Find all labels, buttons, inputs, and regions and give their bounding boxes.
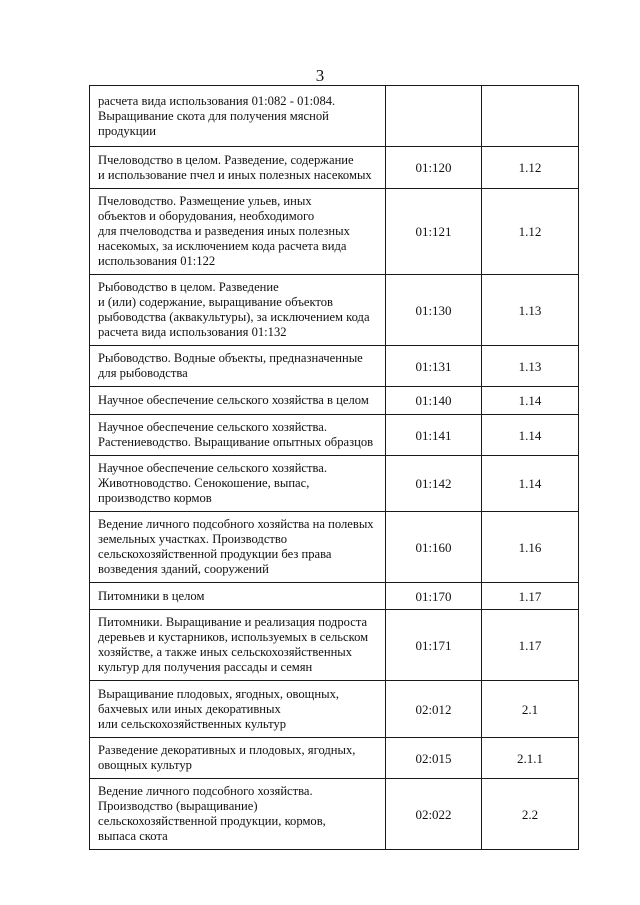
table-row (90, 275, 579, 346)
row-number: 1.17 (482, 583, 579, 610)
description-line: и (или) содержание, выращивание объектов (98, 295, 334, 309)
description-line: выпаса скота (98, 829, 168, 843)
row-code: 01:171 (386, 610, 482, 681)
description-line: расчета вида использования 01:082 - 01:084. (98, 93, 336, 108)
row-code: 01:121 (386, 189, 482, 275)
row-description (90, 147, 386, 189)
row-description (90, 681, 386, 738)
row-code: 02:022 (386, 779, 482, 850)
description-line: Производство (выращивание) (98, 799, 258, 813)
row-description (90, 738, 386, 779)
description-line: насекомых, за исключением кода расчета вида (98, 239, 347, 253)
table-row (90, 779, 579, 850)
table-row (90, 147, 579, 189)
row-description (90, 583, 386, 610)
row-number: 1.12 (482, 189, 579, 275)
row-code: 01:120 (386, 147, 482, 189)
description-line: для рыбоводства (98, 366, 188, 380)
table-body (90, 86, 579, 850)
description-line: Научное обеспечение сельского хозяйства. (98, 420, 328, 434)
page-number: 3 (315, 66, 325, 85)
description-line: овощных культур (98, 758, 192, 772)
row-code: 01:170 (386, 583, 482, 610)
row-description (90, 610, 386, 681)
row-description (90, 346, 386, 387)
row-code (386, 86, 482, 147)
description-line: Питомники в целом (98, 588, 205, 603)
row-code: 01:140 (386, 387, 482, 415)
description-line: продукции (98, 123, 157, 138)
description-line: или сельскохозяйственных культур (98, 716, 287, 731)
row-number: 1.14 (482, 415, 579, 456)
row-number: 2.1 (482, 681, 579, 738)
table-row (90, 512, 579, 583)
table-row (90, 456, 579, 512)
row-number (482, 86, 579, 147)
row-code: 01:142 (386, 456, 482, 512)
description-line: Рыбоводство в целом. Разведение (98, 280, 279, 294)
description-line: возведения зданий, сооружений (98, 562, 269, 576)
description-line: сельскохозяйственной продукции без права (98, 547, 332, 561)
table-row (90, 189, 579, 275)
description-line: Разведение декоративных и плодовых, ягодных, (98, 743, 356, 757)
description-line: деревьев и кустарников, используемых в сельском (98, 630, 369, 644)
description-line: сельскохозяйственной продукции, кормов, (98, 814, 326, 828)
description-line: Научное обеспечение сельского хозяйства в целом (98, 393, 369, 407)
row-description (90, 189, 386, 275)
row-description (90, 86, 386, 147)
description-line: Выращивание плодовых, ягодных, овощных, (98, 686, 340, 701)
description-line: производство кормов (98, 491, 212, 505)
description-line: для пчеловодства и разведения иных полезных (98, 224, 350, 238)
description-line: земельных участках. Производство (98, 532, 288, 546)
row-code: 02:015 (386, 738, 482, 779)
description-line: Выращивание скота для получения мясной (98, 108, 329, 123)
land-use-table (89, 85, 579, 850)
description-line: культур для получения рассады и семян (98, 660, 313, 674)
row-description (90, 456, 386, 512)
table-row (90, 610, 579, 681)
description-line: Ведение личного подсобного хозяйства. (98, 784, 313, 798)
table-row (90, 387, 579, 415)
row-number: 1.17 (482, 610, 579, 681)
table-row (90, 415, 579, 456)
row-description (90, 415, 386, 456)
description-line: Пчеловодство в целом. Разведение, содержание (98, 152, 354, 167)
description-line: Растениеводство. Выращивание опытных образцов (98, 435, 374, 449)
row-number: 1.13 (482, 346, 579, 387)
description-line: хозяйстве, а также иных сельскохозяйственных (98, 645, 353, 659)
row-code: 01:130 (386, 275, 482, 346)
row-description (90, 387, 386, 415)
row-number: 2.2 (482, 779, 579, 850)
description-line: Пчеловодство. Размещение ульев, иных (98, 194, 312, 208)
row-description (90, 512, 386, 583)
description-line: использования 01:122 (98, 254, 216, 268)
table-row (90, 583, 579, 610)
row-description (90, 779, 386, 850)
table-row (90, 346, 579, 387)
description-line: и использование пчел и иных полезных насекомых (98, 167, 372, 182)
description-line: объектов и оборудования, необходимого (98, 209, 315, 223)
row-code: 02:012 (386, 681, 482, 738)
row-description (90, 275, 386, 346)
description-line: Животноводство. Сенокошение, выпас, (98, 476, 310, 490)
row-number: 1.14 (482, 456, 579, 512)
row-code: 01:141 (386, 415, 482, 456)
row-code: 01:131 (386, 346, 482, 387)
description-line: Ведение личного подсобного хозяйства на полевых (98, 517, 374, 531)
description-line: расчета вида использования 01:132 (98, 325, 287, 339)
row-number: 1.14 (482, 387, 579, 415)
row-number: 1.12 (482, 147, 579, 189)
description-line: бахчевых или иных декоративных (98, 701, 281, 716)
description-line: Рыбоводство. Водные объекты, предназначенные (98, 351, 363, 365)
row-code: 01:160 (386, 512, 482, 583)
row-number: 2.1.1 (482, 738, 579, 779)
row-number: 1.16 (482, 512, 579, 583)
row-number: 1.13 (482, 275, 579, 346)
description-line: Научное обеспечение сельского хозяйства. (98, 461, 328, 475)
table-row (90, 738, 579, 779)
table-row (90, 681, 579, 738)
description-line: Питомники. Выращивание и реализация подроста (98, 615, 368, 629)
description-line: рыбоводства (аквакультуры), за исключением кода (98, 310, 370, 324)
table-row (90, 86, 579, 147)
